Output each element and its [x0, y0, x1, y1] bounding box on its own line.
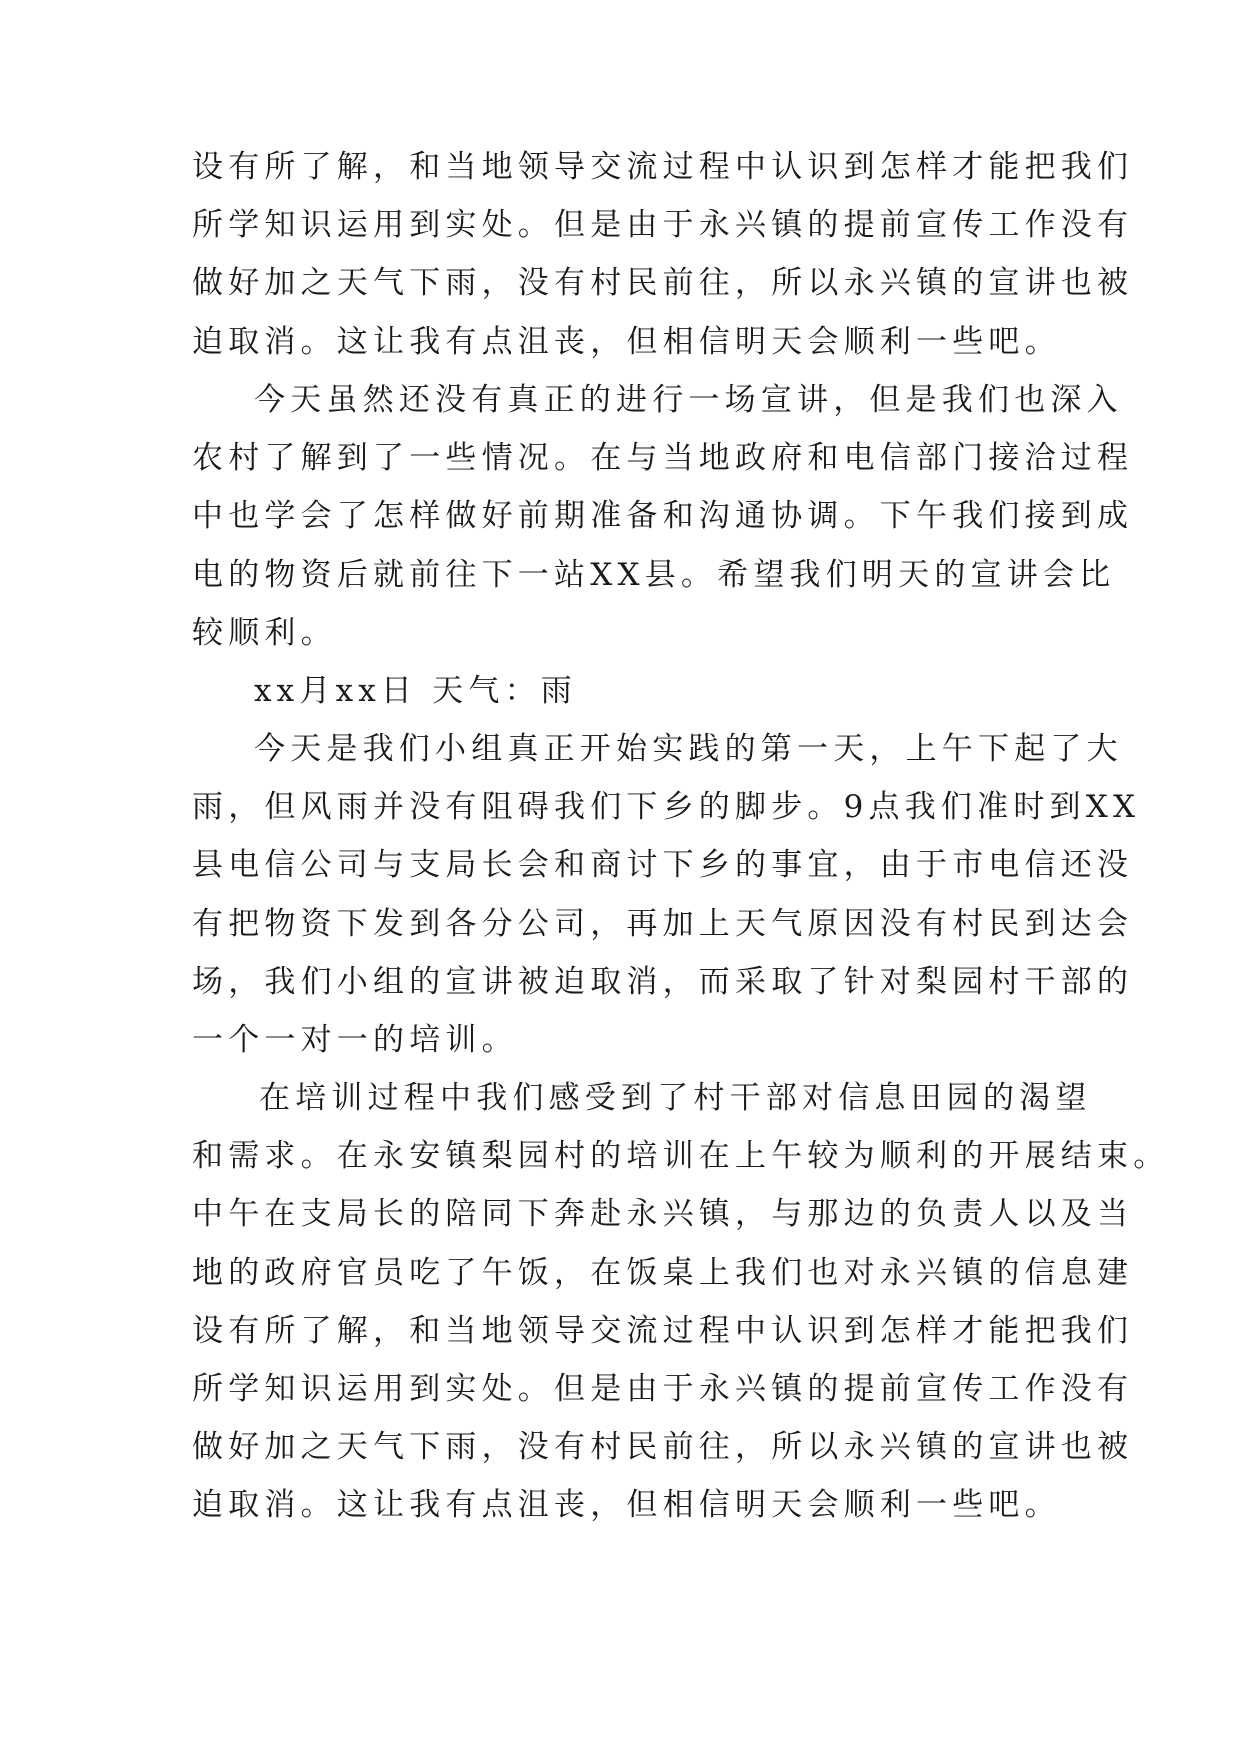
paragraph-line: 农村了解到了一些情况。在与当地政府和电信部门接洽过程 [192, 440, 1134, 477]
paragraph-line: 今天虽然还没有真正的进行一场宣讲，但是我们也深入 [254, 382, 1123, 418]
paragraph-line: 有把物资下发到各分公司，再加上天气原因没有村民到达会 [192, 905, 1134, 942]
paragraph-line: 所学知识运用到实处。但是由于永兴镇的提前宣传工作没有 [192, 1371, 1134, 1408]
paragraph-line: 较顺利。 [192, 614, 337, 651]
paragraph-line: 地的政府官员吃了午饭，在饭桌上我们也对永兴镇的信息建 [192, 1254, 1134, 1291]
paragraph-2 [192, 371, 1134, 662]
paragraph-line: 设有所了解，和当地领导交流过程中认识到怎样才能把我们 [192, 1312, 1134, 1349]
date-weather-line-block [192, 662, 1052, 720]
paragraph-line: 电的物资后就前往下一站XX县。希望我们明天的宣讲会比 [192, 556, 1116, 593]
paragraph-line: 雨，但风雨并没有阻碍我们下乡的脚步。9点我们准时到XX [192, 789, 1141, 826]
paragraph-line: 和需求。在永安镇梨园村的培训在上午较为顺利的开展结束。 [192, 1138, 1170, 1175]
paragraph-line: 在培训过程中我们感受到了村干部对信息田园的渴望 [259, 1080, 1092, 1116]
paragraph-line: 今天是我们小组真正开始实践的第一天，上午下起了大 [254, 731, 1123, 767]
paragraph-3 [192, 720, 1141, 1069]
paragraph-line: 中午在支局长的陪同下奔赴永兴镇，与那边的负责人以及当 [192, 1196, 1134, 1233]
paragraph-line: 县电信公司与支局长会和商讨下乡的事宜，由于市电信还没 [192, 847, 1134, 884]
paragraph-4 [192, 1069, 1170, 1535]
paragraph-line: 中也学会了怎样做好前期准备和沟通协调。下午我们接到成 [192, 498, 1134, 535]
paragraph-line: 做好加之天气下雨，没有村民前往，所以永兴镇的宣讲也被 [192, 265, 1134, 302]
date-weather-line: xx月xx日 天气：雨 [254, 673, 577, 709]
paragraph-line: 迫取消。这让我有点沮丧，但相信明天会顺利一些吧。 [192, 1487, 1061, 1524]
paragraph-line: 所学知识运用到实处。但是由于永兴镇的提前宣传工作没有 [192, 207, 1134, 244]
paragraph-line: 一个一对一的培训。 [192, 1022, 518, 1059]
paragraph-line: 做好加之天气下雨，没有村民前往，所以永兴镇的宣讲也被 [192, 1429, 1134, 1466]
paragraph-line: 设有所了解，和当地领导交流过程中认识到怎样才能把我们 [192, 149, 1134, 185]
paragraph-1 [192, 138, 1134, 371]
paragraph-line: 迫取消。这让我有点沮丧，但相信明天会顺利一些吧。 [192, 323, 1061, 360]
paragraph-line: 场，我们小组的宣讲被迫取消，而采取了针对梨园村干部的 [192, 963, 1134, 1000]
